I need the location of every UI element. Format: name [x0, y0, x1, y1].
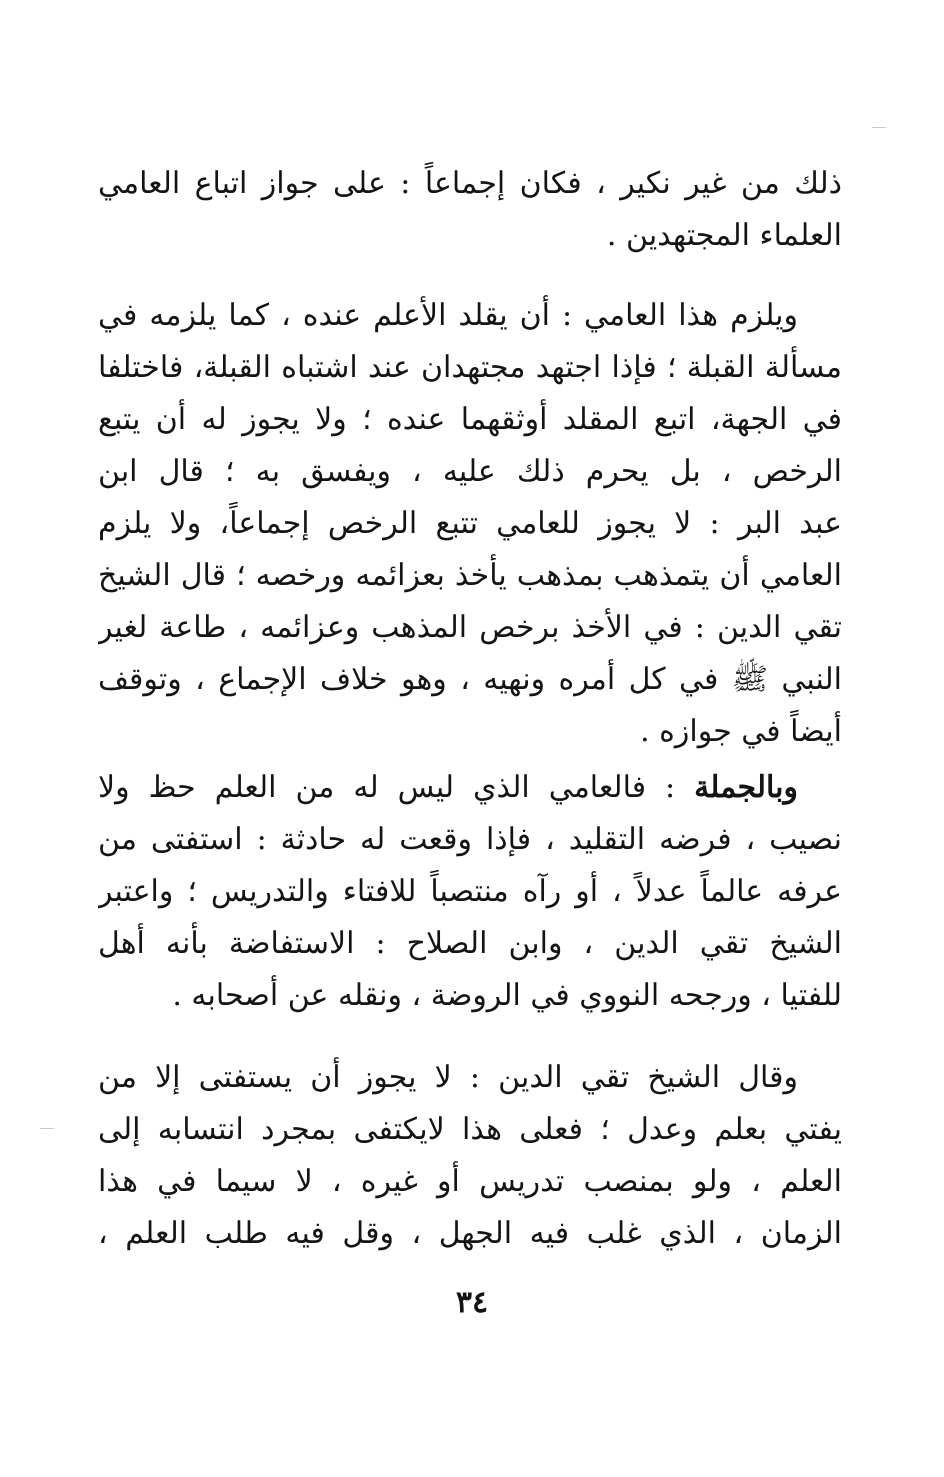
page-number: ٣٤ [455, 1285, 489, 1320]
text-line: يفتي بعلم وعدل ؛ فعلى هذا لايكتفى بمجرد انتسابه إلى [98, 1112, 842, 1147]
text-line: الزمان ، الذي غلب فيه الجهل ، وقل فيه طلب العلم ، [98, 1216, 842, 1251]
text-line: مسألة القبلة ؛ فإذا اجتهد مجتهدان عند اشتباه القبلة، فاختلفا [98, 350, 842, 385]
paragraph-1 [98, 158, 842, 262]
margin-speck [872, 127, 886, 128]
margin-speck [40, 1128, 54, 1129]
text-line-rest: : فالعامي الذي ليس له من العلم حظ ولا [98, 770, 695, 805]
text-line: ذلك من غير نكير ، فكان إجماعاً : على جواز اتباع العامي [98, 166, 842, 201]
text-line: العلم ، ولو بمنصب تدريس أو غيره ، لا سيما في هذا [98, 1164, 842, 1199]
text-line: عبد البر : لا يجوز للعامي تتبع الرخص إجماعاً، ولا يلزم [98, 506, 842, 541]
text-line: تقي الدين : في الأخذ برخص المذهب وعزائمه ، طاعة لغير [98, 610, 842, 645]
bold-lead-word: وبالجملة [694, 770, 798, 805]
text-line: نصيب ، فرضه التقليد ، فإذا وقعت له حادثة : استفتى من [98, 822, 842, 857]
text-line: للفتيا ، ورجحه النووي في الروضة ، ونقله عن أصحابه . [172, 978, 842, 1013]
text-line: ويلزم هذا العامي : أن يقلد الأعلم عنده ، كما يلزمه في [98, 298, 798, 333]
text-line: أيضاً في جوازه . [640, 714, 842, 749]
text-line: الشيخ تقي الدين ، وابن الصلاح : الاستفاضة بأنه أهل [98, 926, 842, 961]
text-line: العامي أن يتمذهب بمذهب يأخذ بعزائمه ورخصه ؛ قال الشيخ [98, 558, 842, 593]
paragraph-2 [98, 290, 842, 758]
text-line: النبي ﷺ في كل أمره ونهيه ، وهو خلاف الإجماع ، وتوقف [98, 662, 842, 697]
text-line: عرفه عالماً عدلاً ، أو رآه منتصباً للافتاء والتدريس ؛ واعتبر [98, 874, 842, 909]
text-line [98, 762, 842, 814]
text-line: الرخص ، بل يحرم ذلك عليه ، ويفسق به ؛ قال ابن [98, 454, 842, 489]
paragraph-3 [98, 762, 842, 1022]
text-line: العلماء المجتهدين . [606, 218, 842, 253]
text-line: وقال الشيخ تقي الدين : لا يجوز أن يستفتى إلا من [98, 1060, 798, 1095]
paragraph-4 [98, 1052, 842, 1260]
text-line: في الجهة، اتبع المقلد أوثقهما عنده ؛ ولا يجوز له أن يتبع [98, 402, 842, 437]
